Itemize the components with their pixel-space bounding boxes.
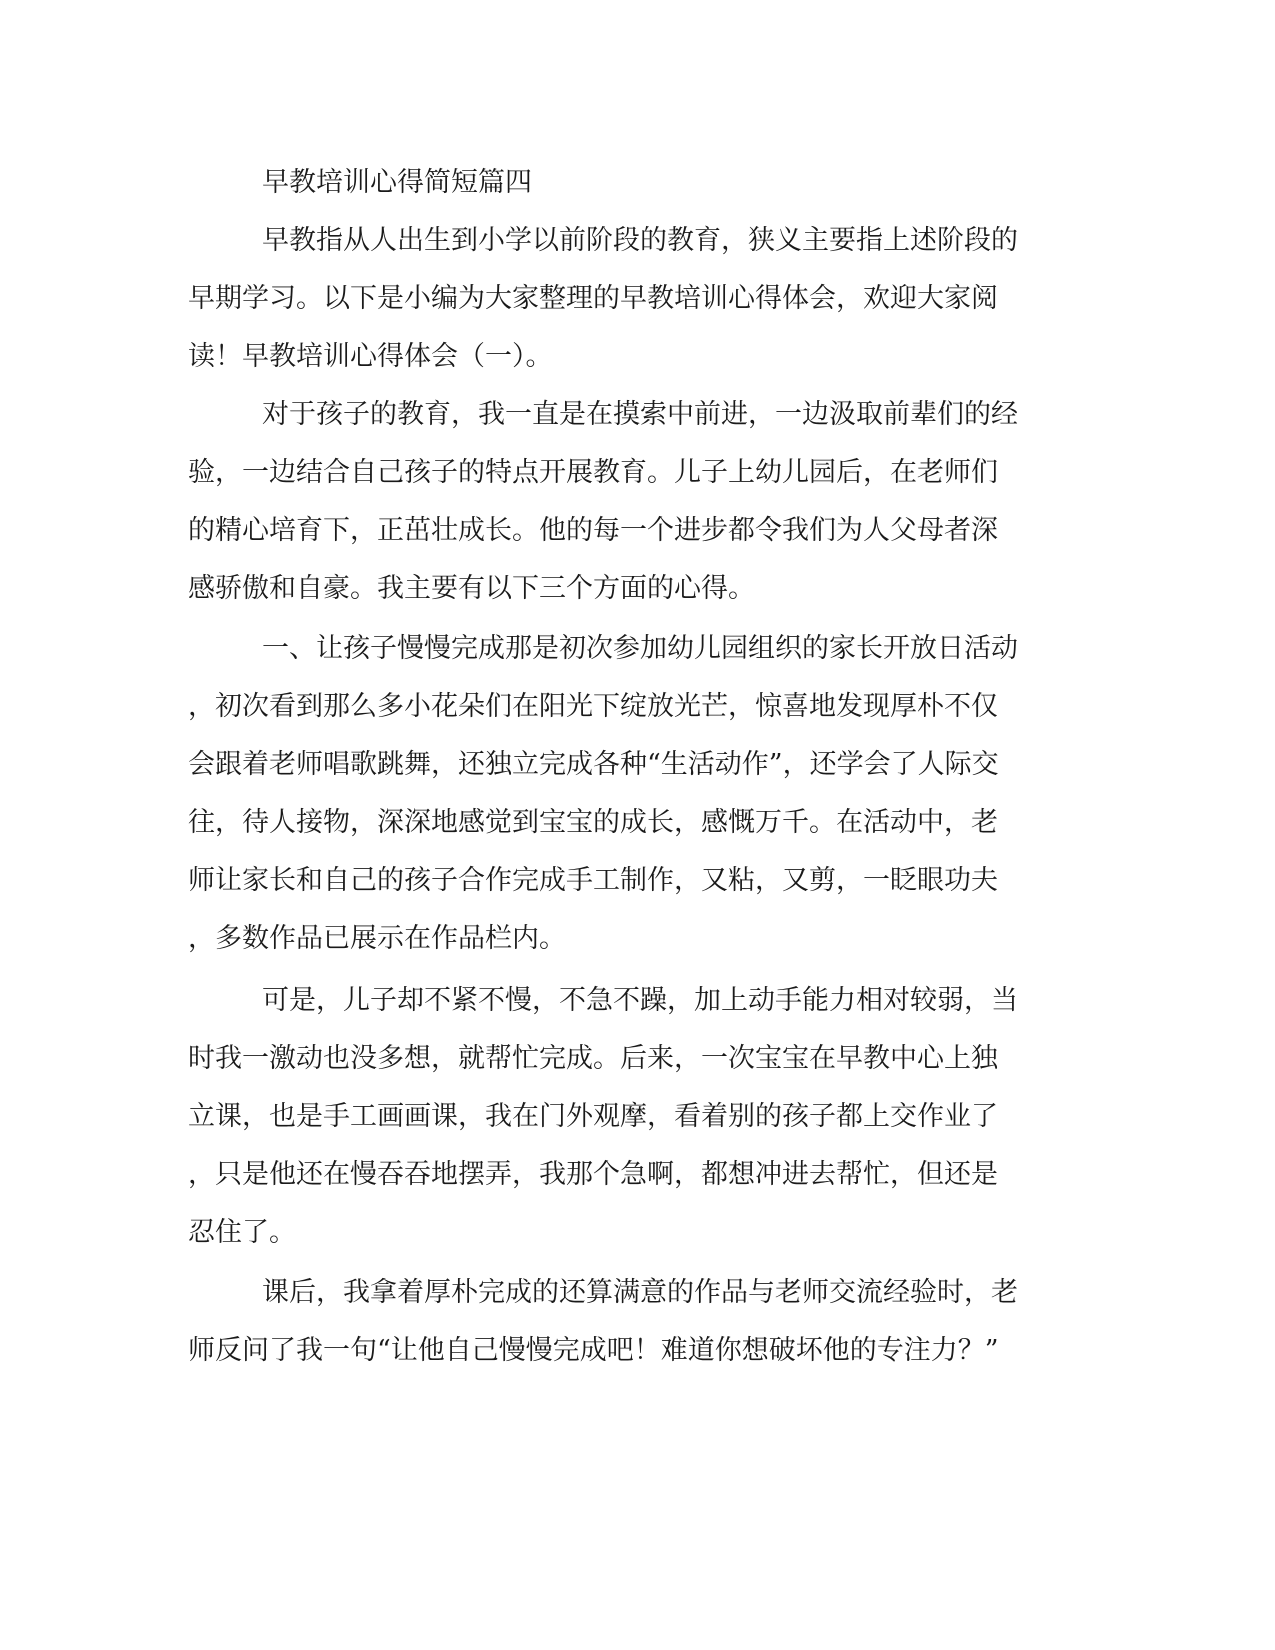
paragraph-line: 时我一激动也没多想，就帮忙完成。后来，一次宝宝在早教中心上独 <box>188 1043 998 1074</box>
paragraph-line: 课后，我拿着厚朴完成的还算满意的作品与老师交流经验时，老 <box>262 1277 1018 1308</box>
paragraph-line: ，多数作品已展示在作品栏内。 <box>188 923 566 954</box>
paragraph-line: 早期学习。以下是小编为大家整理的早教培训心得体会，欢迎大家阅 <box>188 283 998 314</box>
paragraph-line: 可是，儿子却不紧不慢，不急不躁，加上动手能力相对较弱，当 <box>262 985 1018 1016</box>
paragraph-line: 忍住了。 <box>188 1217 296 1248</box>
paragraph-line: 验，一边结合自己孩子的特点开展教育。儿子上幼儿园后，在老师们 <box>188 457 998 488</box>
paragraph-line: 会跟着老师唱歌跳舞，还独立完成各种“生活动作”，还学会了人际交 <box>188 749 999 780</box>
paragraph-line: 师反问了我一句“让他自己慢慢完成吧！难道你想破坏他的专注力？” <box>188 1335 999 1366</box>
paragraph-line: 早教指从人出生到小学以前阶段的教育，狭义主要指上述阶段的 <box>262 225 1018 256</box>
paragraph-line: 的精心培育下，正茁壮成长。他的每一个进步都令我们为人父母者深 <box>188 515 998 546</box>
paragraph-line: 往，待人接物，深深地感觉到宝宝的成长，感慨万千。在活动中，老 <box>188 807 998 838</box>
paragraph-line: 读！早教培训心得体会（一）。 <box>188 341 553 372</box>
paragraph-line: 感骄傲和自豪。我主要有以下三个方面的心得。 <box>188 573 755 604</box>
paragraph-line: 师让家长和自己的孩子合作完成手工制作，又粘，又剪，一眨眼功夫 <box>188 865 998 896</box>
paragraph-line: 对于孩子的教育，我一直是在摸索中前进，一边汲取前辈们的经 <box>262 399 1018 430</box>
document-title: 早教培训心得简短篇四 <box>262 167 532 198</box>
paragraph-line: 立课，也是手工画画课，我在门外观摩，看着别的孩子都上交作业了 <box>188 1101 998 1132</box>
paragraph-line: ，只是他还在慢吞吞地摆弄，我那个急啊，都想冲进去帮忙，但还是 <box>188 1159 998 1190</box>
paragraph-line: 一、让孩子慢慢完成那是初次参加幼儿园组织的家长开放日活动 <box>262 633 1018 664</box>
paragraph-line: ，初次看到那么多小花朵们在阳光下绽放光芒，惊喜地发现厚朴不仅 <box>188 691 998 722</box>
